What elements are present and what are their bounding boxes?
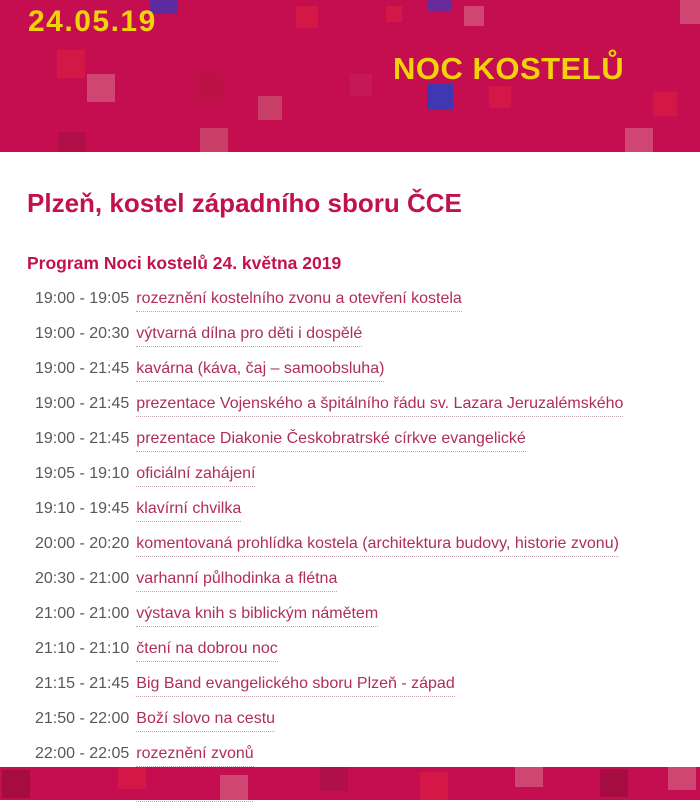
program-item	[35, 429, 673, 452]
mosaic-square	[58, 132, 86, 152]
mosaic-square	[625, 128, 653, 152]
mosaic-square	[515, 767, 543, 787]
program-item	[35, 674, 673, 697]
program-list	[27, 289, 673, 802]
site-logo: NOC KOSTELŮ	[393, 51, 625, 86]
event-link[interactable]: komentovaná prohlídka kostela (architektura budovy, historie zvonu)	[136, 534, 619, 557]
mosaic-square	[57, 50, 85, 78]
event-link[interactable]: rozeznění zvonů	[136, 744, 253, 767]
program-item	[35, 709, 673, 732]
mosaic-square	[320, 767, 348, 791]
mosaic-square	[680, 0, 700, 24]
event-link[interactable]: rozeznění kostelního zvonu a otevření kostela	[136, 289, 462, 312]
event-date: 24.05.19	[28, 5, 157, 38]
event-time: 21:50 - 22:00	[35, 710, 130, 727]
mosaic-square	[200, 128, 228, 152]
event-link[interactable]: varhanní půlhodinka a flétna	[136, 569, 337, 592]
mosaic-square	[296, 6, 318, 28]
event-time: 21:15 - 21:45	[35, 675, 130, 692]
event-link[interactable]: kavárna (káva, čaj – samoobsluha)	[136, 359, 384, 382]
mosaic-square	[350, 74, 372, 96]
program-item	[35, 289, 673, 312]
event-time: 19:05 - 19:10	[35, 465, 130, 482]
mosaic-square	[653, 92, 677, 116]
program-item	[35, 639, 673, 662]
program-heading: Program Noci kostelů 24. května 2019	[27, 253, 342, 273]
event-time: 19:00 - 19:05	[35, 290, 130, 307]
program-item	[35, 359, 673, 382]
event-time: 20:00 - 20:20	[35, 535, 130, 552]
mosaic-square	[258, 96, 282, 120]
mosaic-square	[600, 769, 628, 797]
page-title: Plzeň, kostel západního sboru ČCE	[27, 188, 462, 218]
event-link[interactable]: prezentace Diakonie Českobratrské církve evangelické	[136, 429, 526, 452]
mosaic-square	[427, 84, 453, 110]
program-item	[35, 604, 673, 627]
mosaic-square	[668, 767, 696, 790]
event-time: 21:00 - 21:00	[35, 605, 130, 622]
event-time: 19:00 - 21:45	[35, 395, 130, 412]
event-link[interactable]: prezentace Vojenského a špitálního řádu sv. Lazara Jeruzalémského	[136, 394, 623, 417]
event-time: 19:00 - 20:30	[35, 325, 130, 342]
event-link[interactable]: výstava knih s biblickým námětem	[136, 604, 378, 627]
footer-mosaic	[0, 767, 700, 800]
event-time: 19:10 - 19:45	[35, 500, 130, 517]
program-item	[35, 464, 673, 487]
event-link[interactable]: oficiální zahájení	[136, 464, 255, 487]
mosaic-square	[489, 86, 511, 108]
event-time: 20:30 - 21:00	[35, 570, 130, 587]
program-item	[35, 394, 673, 417]
mosaic-square	[118, 767, 146, 789]
mosaic-square	[220, 775, 248, 800]
program-item	[35, 324, 673, 347]
program-item	[35, 744, 673, 767]
mosaic-square	[386, 6, 402, 22]
event-time: 22:00 - 22:05	[35, 745, 130, 762]
event-time: 19:00 - 21:45	[35, 430, 130, 447]
mosaic-square	[2, 770, 30, 798]
mosaic-square	[87, 74, 115, 102]
program-item	[35, 569, 673, 592]
program-item	[35, 534, 673, 557]
mosaic-square	[464, 6, 484, 26]
content	[0, 188, 700, 802]
program-item	[35, 499, 673, 522]
mosaic-square	[428, 0, 452, 12]
mosaic-square	[195, 73, 223, 101]
event-link[interactable]: Big Band evangelického sboru Plzeň - západ	[136, 674, 454, 697]
event-time: 19:00 - 21:45	[35, 360, 130, 377]
event-link[interactable]: Boží slovo na cestu	[136, 709, 275, 732]
site-header	[0, 0, 700, 152]
event-link[interactable]: čtení na dobrou noc	[136, 639, 277, 662]
event-link[interactable]: výtvarná dílna pro děti i dospělé	[136, 324, 362, 347]
event-time: 21:10 - 21:10	[35, 640, 130, 657]
event-link[interactable]: klavírní chvilka	[136, 499, 241, 522]
mosaic-square	[420, 772, 448, 800]
